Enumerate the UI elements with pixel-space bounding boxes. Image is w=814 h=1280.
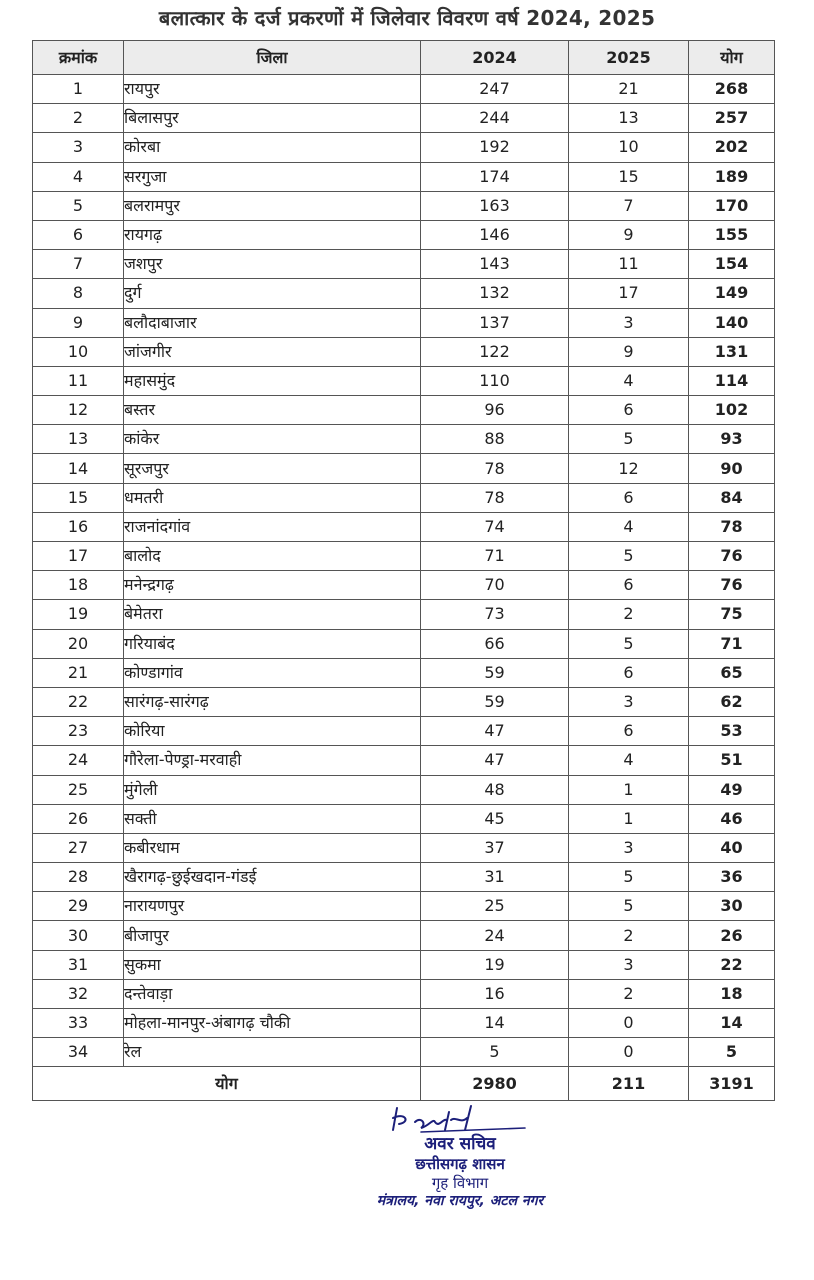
row-district: सरगुजा [124, 162, 421, 191]
table-row [33, 191, 775, 220]
row-total: 202 [689, 133, 775, 162]
row-serial: 13 [33, 425, 124, 454]
row-total: 149 [689, 279, 775, 308]
row-value-2024: 73 [421, 600, 569, 629]
row-serial: 1 [33, 75, 124, 104]
row-district: कबीरधाम [124, 833, 421, 862]
row-value-2025: 2 [569, 979, 689, 1008]
row-value-2024: 137 [421, 308, 569, 337]
row-serial: 28 [33, 863, 124, 892]
row-serial: 8 [33, 279, 124, 308]
table-row [33, 950, 775, 979]
table-row [33, 687, 775, 716]
row-district: बलरामपुर [124, 191, 421, 220]
row-value-2025: 0 [569, 1009, 689, 1038]
row-total: 154 [689, 250, 775, 279]
row-serial: 4 [33, 162, 124, 191]
row-value-2025: 11 [569, 250, 689, 279]
row-serial: 2 [33, 104, 124, 133]
row-value-2024: 59 [421, 687, 569, 716]
grand-total-2024: 2980 [421, 1067, 569, 1101]
row-district: धमतरी [124, 483, 421, 512]
table-row [33, 162, 775, 191]
row-serial: 20 [33, 629, 124, 658]
row-district: गरियाबंद [124, 629, 421, 658]
row-value-2024: 192 [421, 133, 569, 162]
header-district: जिला [124, 41, 421, 75]
row-district: रायपुर [124, 75, 421, 104]
row-serial: 9 [33, 308, 124, 337]
row-value-2024: 48 [421, 775, 569, 804]
header-year-2024: 2024 [421, 41, 569, 75]
row-serial: 22 [33, 687, 124, 716]
row-value-2025: 9 [569, 220, 689, 249]
row-serial: 17 [33, 542, 124, 571]
row-value-2024: 244 [421, 104, 569, 133]
row-total: 62 [689, 687, 775, 716]
row-value-2024: 59 [421, 658, 569, 687]
row-value-2024: 25 [421, 892, 569, 921]
row-serial: 6 [33, 220, 124, 249]
row-value-2024: 146 [421, 220, 569, 249]
handwritten-signature [385, 1100, 535, 1134]
table-row [33, 892, 775, 921]
row-total: 93 [689, 425, 775, 454]
row-value-2024: 5 [421, 1038, 569, 1067]
table-row [33, 571, 775, 600]
table-row [33, 220, 775, 249]
table-row [33, 279, 775, 308]
row-value-2025: 6 [569, 396, 689, 425]
row-serial: 31 [33, 950, 124, 979]
table-body [33, 75, 775, 1067]
row-serial: 16 [33, 512, 124, 541]
table-row [33, 629, 775, 658]
row-value-2024: 66 [421, 629, 569, 658]
table-header-row [33, 41, 775, 75]
row-district: नारायणपुर [124, 892, 421, 921]
row-value-2024: 122 [421, 337, 569, 366]
signatory-department: गृह विभाग [431, 1174, 489, 1192]
row-value-2025: 6 [569, 717, 689, 746]
row-value-2024: 143 [421, 250, 569, 279]
row-value-2024: 78 [421, 483, 569, 512]
row-value-2025: 5 [569, 863, 689, 892]
row-serial: 27 [33, 833, 124, 862]
row-value-2025: 6 [569, 483, 689, 512]
row-value-2024: 19 [421, 950, 569, 979]
grand-total-sum: 3191 [689, 1067, 775, 1101]
row-district: मनेन्द्रगढ़ [124, 571, 421, 600]
row-value-2025: 3 [569, 308, 689, 337]
row-value-2025: 2 [569, 921, 689, 950]
row-total: 90 [689, 454, 775, 483]
row-serial: 33 [33, 1009, 124, 1038]
row-value-2025: 3 [569, 687, 689, 716]
row-value-2025: 2 [569, 600, 689, 629]
page-title: बलात्कार के दर्ज प्रकरणों में जिलेवार विवरण वर्ष 2024, 2025 [158, 6, 656, 30]
row-total: 131 [689, 337, 775, 366]
row-district: सारंगढ़-सारंगढ़ [124, 687, 421, 716]
row-value-2025: 12 [569, 454, 689, 483]
row-total: 18 [689, 979, 775, 1008]
row-total: 46 [689, 804, 775, 833]
row-district: गौरेला-पेण्ड्रा-मरवाही [124, 746, 421, 775]
table-row [33, 454, 775, 483]
signatory-designation: अवर सचिव [424, 1134, 496, 1154]
row-total: 26 [689, 921, 775, 950]
table-row [33, 308, 775, 337]
row-value-2025: 9 [569, 337, 689, 366]
row-serial: 15 [33, 483, 124, 512]
row-total: 189 [689, 162, 775, 191]
row-serial: 30 [33, 921, 124, 950]
row-serial: 23 [33, 717, 124, 746]
row-total: 30 [689, 892, 775, 921]
row-value-2025: 15 [569, 162, 689, 191]
row-total: 40 [689, 833, 775, 862]
table-row [33, 250, 775, 279]
row-value-2024: 96 [421, 396, 569, 425]
row-value-2025: 10 [569, 133, 689, 162]
table-row [33, 483, 775, 512]
row-district: कोरबा [124, 133, 421, 162]
table-row [33, 425, 775, 454]
signature-block [300, 1100, 620, 1210]
row-district: मुंगेली [124, 775, 421, 804]
table-row [33, 512, 775, 541]
row-district: बलौदाबाजार [124, 308, 421, 337]
row-value-2025: 1 [569, 804, 689, 833]
row-value-2025: 0 [569, 1038, 689, 1067]
row-serial: 19 [33, 600, 124, 629]
row-district: कोरिया [124, 717, 421, 746]
row-serial: 14 [33, 454, 124, 483]
row-value-2025: 21 [569, 75, 689, 104]
row-value-2025: 5 [569, 425, 689, 454]
row-total: 71 [689, 629, 775, 658]
row-value-2025: 3 [569, 950, 689, 979]
signatory-government: छत्तीसगढ़ शासन [415, 1155, 505, 1174]
grand-total-row [33, 1067, 775, 1101]
row-total: 155 [689, 220, 775, 249]
row-value-2024: 132 [421, 279, 569, 308]
table-row [33, 921, 775, 950]
row-value-2025: 3 [569, 833, 689, 862]
row-district: रायगढ़ [124, 220, 421, 249]
row-total: 84 [689, 483, 775, 512]
row-value-2025: 5 [569, 629, 689, 658]
row-total: 257 [689, 104, 775, 133]
row-serial: 3 [33, 133, 124, 162]
table-row [33, 804, 775, 833]
row-total: 75 [689, 600, 775, 629]
row-serial: 24 [33, 746, 124, 775]
table-row [33, 337, 775, 366]
row-value-2024: 174 [421, 162, 569, 191]
table-row [33, 396, 775, 425]
table-row [33, 717, 775, 746]
row-value-2024: 24 [421, 921, 569, 950]
row-total: 51 [689, 746, 775, 775]
row-total: 36 [689, 863, 775, 892]
row-total: 114 [689, 366, 775, 395]
signatory-address: मंत्रालय, नवा रायपुर, अटल नगर [376, 1192, 544, 1209]
row-district: जशपुर [124, 250, 421, 279]
row-district: सक्ती [124, 804, 421, 833]
table-row [33, 658, 775, 687]
row-value-2024: 31 [421, 863, 569, 892]
row-value-2025: 4 [569, 746, 689, 775]
district-data-table [32, 40, 775, 1101]
row-value-2025: 5 [569, 542, 689, 571]
row-total: 268 [689, 75, 775, 104]
row-serial: 18 [33, 571, 124, 600]
row-district: महासमुंद [124, 366, 421, 395]
table-row [33, 1038, 775, 1067]
table-row [33, 833, 775, 862]
row-serial: 32 [33, 979, 124, 1008]
row-value-2025: 6 [569, 658, 689, 687]
row-district: खैरागढ़-छुईखदान-गंडई [124, 863, 421, 892]
row-value-2025: 4 [569, 366, 689, 395]
row-total: 14 [689, 1009, 775, 1038]
row-district: बीजापुर [124, 921, 421, 950]
row-district: दन्तेवाड़ा [124, 979, 421, 1008]
row-district: बालोद [124, 542, 421, 571]
row-serial: 12 [33, 396, 124, 425]
row-district: सुकमा [124, 950, 421, 979]
row-value-2024: 78 [421, 454, 569, 483]
row-value-2024: 37 [421, 833, 569, 862]
row-serial: 34 [33, 1038, 124, 1067]
row-value-2025: 5 [569, 892, 689, 921]
row-serial: 26 [33, 804, 124, 833]
table-row [33, 133, 775, 162]
row-serial: 7 [33, 250, 124, 279]
row-total: 22 [689, 950, 775, 979]
row-district: बिलासपुर [124, 104, 421, 133]
row-serial: 21 [33, 658, 124, 687]
header-year-2025: 2025 [569, 41, 689, 75]
row-total: 102 [689, 396, 775, 425]
row-total: 5 [689, 1038, 775, 1067]
row-district: रेल [124, 1038, 421, 1067]
table-row [33, 775, 775, 804]
header-serial: क्रमांक [33, 41, 124, 75]
row-total: 78 [689, 512, 775, 541]
table-row [33, 746, 775, 775]
row-value-2024: 47 [421, 717, 569, 746]
row-value-2024: 74 [421, 512, 569, 541]
row-value-2024: 16 [421, 979, 569, 1008]
row-value-2024: 70 [421, 571, 569, 600]
row-value-2024: 88 [421, 425, 569, 454]
table-row [33, 863, 775, 892]
row-value-2025: 17 [569, 279, 689, 308]
table-row [33, 366, 775, 395]
row-value-2025: 7 [569, 191, 689, 220]
row-serial: 25 [33, 775, 124, 804]
table-row [33, 600, 775, 629]
row-district: जांजगीर [124, 337, 421, 366]
row-value-2025: 1 [569, 775, 689, 804]
row-district: कोण्डागांव [124, 658, 421, 687]
row-value-2024: 71 [421, 542, 569, 571]
row-value-2025: 4 [569, 512, 689, 541]
row-total: 76 [689, 542, 775, 571]
row-value-2025: 13 [569, 104, 689, 133]
row-district: मोहला-मानपुर-अंबागढ़ चौकी [124, 1009, 421, 1038]
grand-total-label: योग [33, 1067, 421, 1101]
row-district: सूरजपुर [124, 454, 421, 483]
row-district: कांकेर [124, 425, 421, 454]
row-total: 53 [689, 717, 775, 746]
row-value-2024: 45 [421, 804, 569, 833]
row-total: 76 [689, 571, 775, 600]
row-value-2024: 14 [421, 1009, 569, 1038]
row-total: 65 [689, 658, 775, 687]
row-district: दुर्ग [124, 279, 421, 308]
row-district: बस्तर [124, 396, 421, 425]
row-value-2024: 47 [421, 746, 569, 775]
row-value-2024: 110 [421, 366, 569, 395]
row-total: 140 [689, 308, 775, 337]
row-district: बेमेतरा [124, 600, 421, 629]
row-value-2025: 6 [569, 571, 689, 600]
row-total: 170 [689, 191, 775, 220]
row-value-2024: 163 [421, 191, 569, 220]
row-total: 49 [689, 775, 775, 804]
row-serial: 29 [33, 892, 124, 921]
grand-total-2025: 211 [569, 1067, 689, 1101]
table-row [33, 979, 775, 1008]
table-row [33, 75, 775, 104]
row-serial: 5 [33, 191, 124, 220]
table-row [33, 104, 775, 133]
header-total: योग [689, 41, 775, 75]
table-row [33, 542, 775, 571]
row-serial: 11 [33, 366, 124, 395]
row-value-2024: 247 [421, 75, 569, 104]
row-district: राजनांदगांव [124, 512, 421, 541]
row-serial: 10 [33, 337, 124, 366]
table-row [33, 1009, 775, 1038]
